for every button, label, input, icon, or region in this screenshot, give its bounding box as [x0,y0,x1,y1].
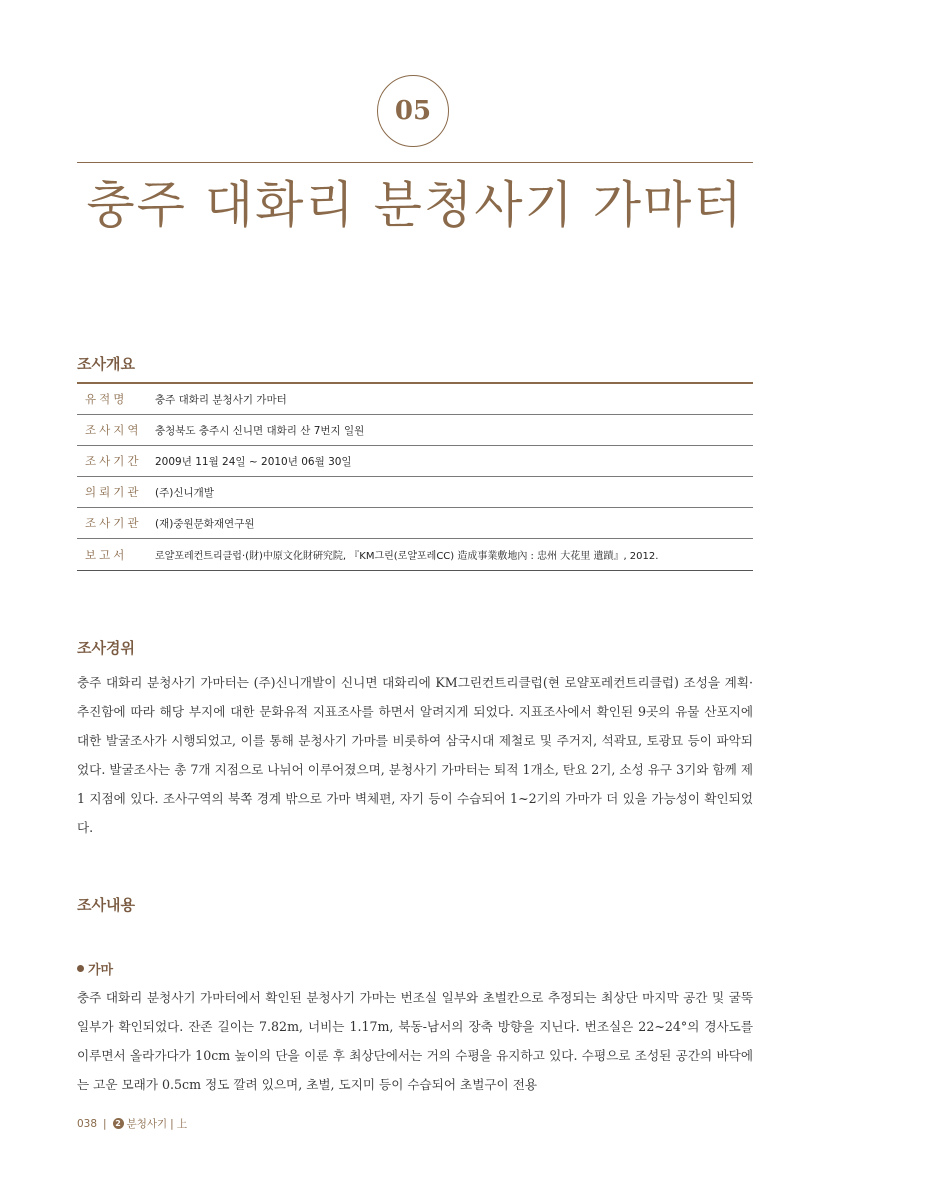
page-footer [77,1116,187,1131]
page-number: 038 [77,1117,98,1130]
table-row [77,384,753,415]
bullet-icon [77,965,84,972]
row-label: 유적명 [85,392,128,406]
volume-number-icon: 2 [113,1118,124,1129]
row-label: 보고서 [85,547,128,562]
overview-table [77,382,753,571]
page-title: 충주 대화리 분청사기 가마터 [86,176,744,234]
row-value: 충청북도 충주시 신니면 대화리 산 7번지 일원 [155,424,365,437]
table-row [77,508,753,539]
kiln-subheading [77,959,113,978]
kiln-paragraph: 충주 대화리 분청사기 가마터에서 확인된 분청사기 가마는 번조실 일부와 초벌칸으로 추정되는 최상단 마지막 공간 및 굴뚝 일부가 확인되었다. 잔존 길이는 7.82m, 너비는 1.17m, 북동-남서의 장축 방향을 지닌다. 번조실은 22~24°의 경사도를 이루면서 올라가다가 10cm 높이의 단을 이룬 후 최상단에서는 거의 수평을 유지하고 있다. 수평으로 조성된 공간의 바닥에는 고운 모래가 0.5cm 정도 깔려 있으며, 초벌, 도지미 등이 수습되어 초벌구이 전용 [77,990,753,1092]
background-heading: 조사경위 [77,639,135,657]
row-value: 로얄포레컨트리클럽·(財)中原文化財硏究院, 『KM그린(로얄포레CC) 造成事業敷地內 : 忠州 大花里 遺蹟』, 2012. [155,551,659,562]
row-value: 충주 대화리 분청사기 가마터 [155,393,287,406]
table-row [77,446,753,477]
footer-divider: | [170,1117,174,1130]
row-value: 2009년 11월 24일 ~ 2010년 06월 30일 [155,455,352,468]
overview-heading: 조사개요 [77,355,135,373]
table-row [77,477,753,508]
row-value: (재)중원문화재연구원 [155,517,255,530]
table-row [77,415,753,446]
row-label: 조사기간 [85,454,142,468]
chapter-number-badge: 05 [377,75,449,147]
volume-part: 上 [176,1118,188,1130]
series-title: 분청사기 [126,1118,168,1130]
footer-divider: | [103,1117,107,1130]
row-value: (주)신니개발 [155,486,214,499]
contents-heading: 조사내용 [77,896,135,914]
background-paragraph: 충주 대화리 분청사기 가마터는 (주)신니개발이 신니면 대화리에 KM그린컨트리클럽(현 로얄포레컨트리클럽) 조성을 계획·추진함에 따라 해당 부지에 대한 문화유적 지표조사를 하면서 알려지게 되었다. 지표조사에서 확인된 9곳의 유물 산포지에 대한 발굴조사가 시행되었고, 이를 통해 분청사기 가마를 비롯하여 삼국시대 제철로 및 주거지, 석곽묘, 토광묘 등이 파악되었다. 발굴조사는 총 7개 지점으로 나뉘어 이루어졌으며, 분청사기 가마터는 퇴적 1개소, 탄요 2기, 소성 유구 3기와 함께 제1 지점에 있다. 조사구역의 북쪽 경계 밖으로 가마 벽체편, 자기 등이 수습되어 1~2기의 가마가 더 있을 가능성이 확인되었다. [77,675,753,835]
row-label: 의뢰기관 [85,485,142,499]
row-label: 조사기관 [85,516,142,530]
table-row [77,539,753,570]
title-divider [77,162,753,163]
kiln-subheading-label: 가마 [88,963,114,978]
row-label: 조사지역 [85,423,142,437]
